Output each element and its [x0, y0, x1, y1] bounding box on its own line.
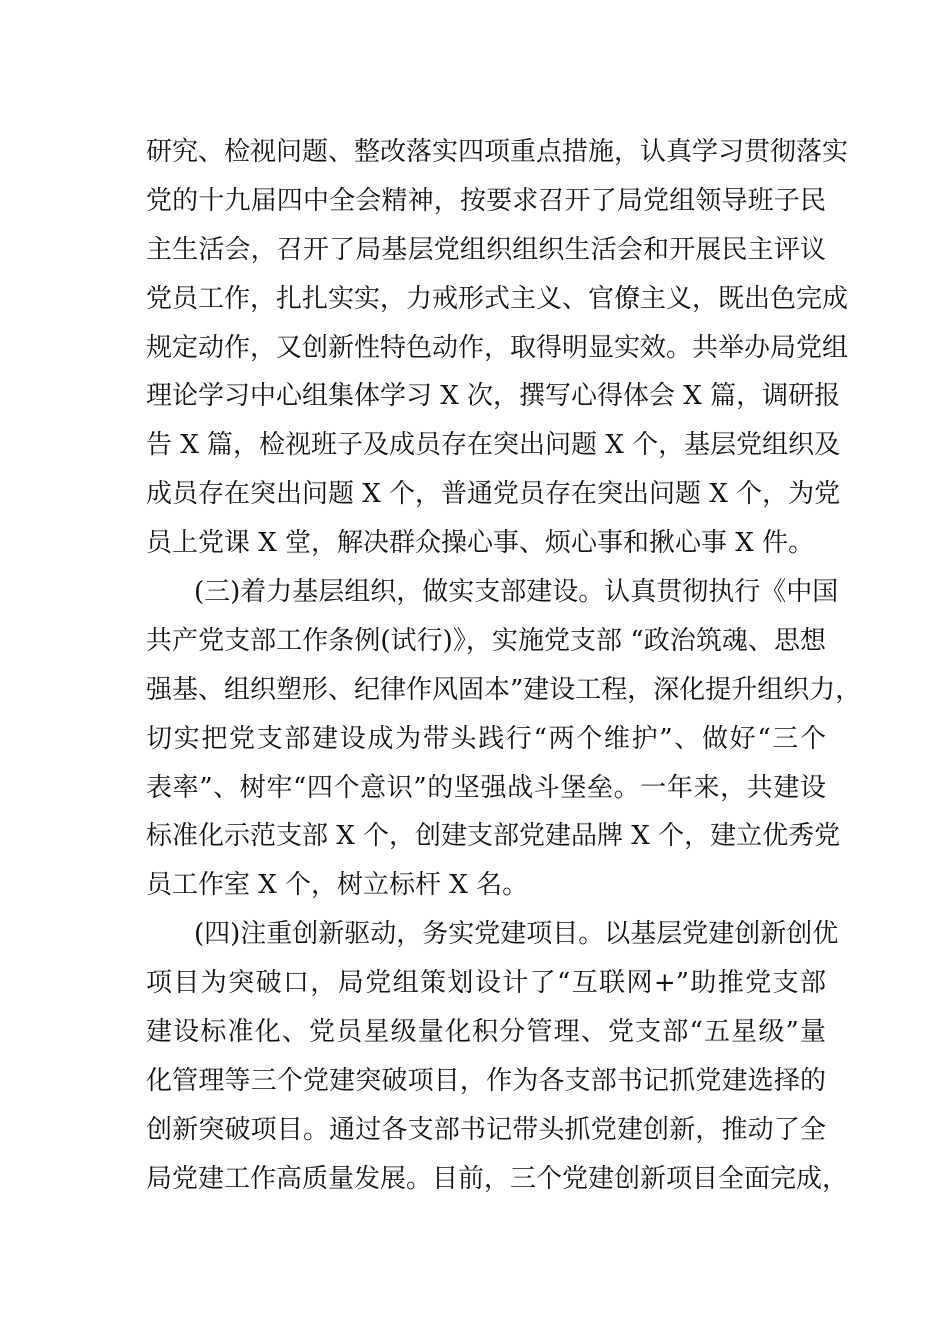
text-line: 研究、检视问题、整改落实四项重点措施，认真学习贯彻落实 [146, 137, 849, 167]
text-line: 共产党支部工作条例(试行)》，实施党支部 “政治筑魂、思想 [146, 625, 826, 656]
text-line: 告 X 篇，检视班子及成员存在突出问题 X 个，基层党组织及 [146, 430, 841, 461]
text-line: (三)着力基层组织，做实支部建设。认真贯彻执行《中国 [194, 577, 839, 608]
text-line: 项目为突破口，局党组策划设计了“互联网+”助推党支部 [146, 968, 826, 999]
text-line: 党的十九届四中全会精神，按要求召开了局党组领导班子民 [146, 185, 826, 216]
paragraph-1 [146, 128, 849, 568]
text-line: 创新突破项目。通过各支部书记带头抓党建创新，推动了全 [146, 1114, 826, 1145]
text-line: (四)注重创新驱动，务实党建项目。以基层党建创新创优 [194, 919, 839, 950]
text-line: 员上党课 X 堂，解决群众操心事、烦心事和揪心事 X 件。 [146, 528, 815, 559]
text-line: 主生活会，召开了局基层党组织组织生活会和开展民主评议 [146, 234, 826, 265]
text-line: 局党建工作高质量发展。目前，三个党建创新项目全面完成， [146, 1163, 849, 1194]
paragraph-2 [146, 568, 862, 910]
text-line: 成员存在突出问题 X 个，普通党员存在突出问题 X 个，为党 [146, 479, 841, 510]
text-line: 化管理等三个党建突破项目，作为各支部书记抓党建选择的 [146, 1065, 826, 1096]
text-line: 党员工作，扎扎实实，力戒形式主义、官僚主义，既出色完成 [146, 283, 849, 314]
text-line: 标准化示范支部 X 个，创建支部党建品牌 X 个，建立优秀党 [146, 821, 841, 852]
text-line: 表率”、树牢“四个意识”的坚强战斗堡垒。一年来，共建设 [146, 772, 826, 803]
paragraph-3 [146, 910, 849, 1203]
text-line: 理论学习中心组集体学习 X 次，撰写心得体会 X 篇，调研报 [146, 381, 841, 412]
text-line: 员工作室 X 个，树立标杆 X 名。 [146, 870, 529, 901]
text-line: 规定动作，又创新性特色动作，取得明显实效。共举办局党组 [146, 332, 849, 363]
text-line: 强基、组织塑形、纪律作风固本”建设工程，深化提升组织力， [146, 674, 862, 705]
document-body [146, 128, 862, 1204]
text-line: 切实把党支部建设成为带头践行“两个维护”、做好“三个 [146, 723, 826, 754]
text-line: 建设标准化、党员星级量化积分管理、党支部“五星级”量 [146, 1017, 826, 1048]
